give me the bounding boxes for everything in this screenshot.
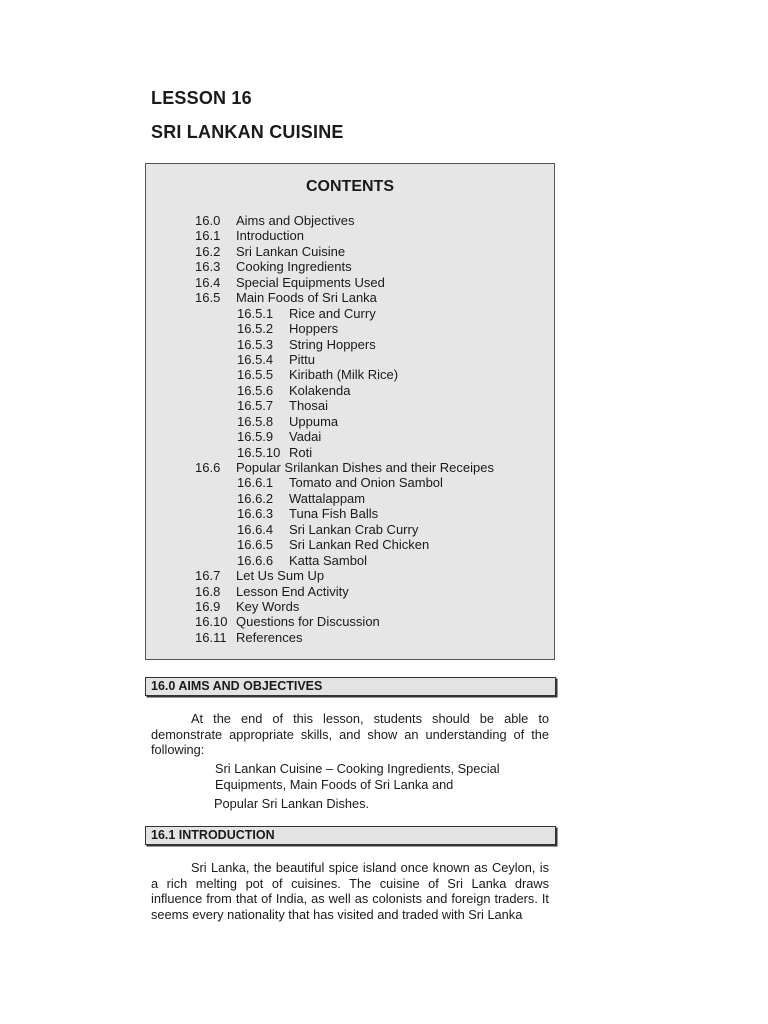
toc-entry-number: 16.10 (195, 614, 228, 630)
toc-entry (146, 337, 554, 352)
toc-entry-label: Katta Sambol (289, 552, 368, 568)
toc-entry (146, 506, 554, 521)
toc-entry-label: Aims and Objectives (236, 213, 355, 228)
toc-entry-number: 16.5.3 (237, 336, 274, 352)
toc-entry-label: Special Equipments Used (236, 274, 385, 290)
section-heading-introduction: 16.1 INTRODUCTION (145, 826, 556, 845)
toc-entry-label: Sri Lankan Crab Curry (289, 521, 419, 537)
toc-entry (146, 244, 554, 259)
toc-entry (146, 398, 554, 413)
toc-entry-number: 16.4 (195, 274, 221, 290)
aims-point-2: Popular Sri Lankan Dishes. (214, 796, 370, 811)
toc-entry (146, 367, 554, 382)
toc-entry-label: Vadai (289, 429, 322, 445)
toc-entry-label: String Hoppers (289, 336, 376, 352)
contents-heading: CONTENTS (306, 178, 394, 195)
toc-entry (146, 537, 554, 552)
toc-entry (146, 553, 554, 568)
toc-entry-number: 16.6.6 (237, 552, 274, 568)
toc-entry-label: Sri Lankan Cuisine (236, 243, 346, 259)
toc-entry-label: References (236, 629, 303, 645)
aims-point-1: Sri Lankan Cuisine – Cooking Ingredients, Special Equipments, Main Foods of Sri Lanka and (215, 761, 500, 792)
toc-entry-number: 16.5.6 (237, 382, 274, 398)
toc-entry (146, 290, 554, 305)
toc-entry-number: 16.6 (195, 460, 221, 475)
toc-entry (146, 275, 554, 290)
toc-entry-label: Tuna Fish Balls (289, 506, 379, 522)
toc-entry-label: Hoppers (289, 321, 339, 337)
toc-entry-label: Main Foods of Sri Lanka (236, 290, 377, 306)
toc-entry-number: 16.5.1 (237, 305, 274, 321)
toc-entry-label: Roti (289, 444, 313, 460)
toc-entry-label: Uppuma (289, 413, 339, 429)
section-heading-aims: 16.0 AIMS AND OBJECTIVES (145, 677, 556, 696)
toc-entry-number: 16.5.4 (237, 351, 274, 367)
toc-entry-number: 16.5.8 (237, 413, 274, 429)
toc-entry-label: Lesson End Activity (236, 583, 349, 599)
toc-entry-label: Kolakenda (289, 382, 351, 398)
toc-entry-number: 16.6.2 (237, 490, 274, 506)
toc-entry (146, 445, 554, 460)
toc-entry-number: 16.5.9 (237, 429, 274, 445)
lesson-title: SRI LANKAN CUISINE (151, 122, 344, 142)
toc-entry (146, 568, 554, 583)
toc-entry-label: Thosai (289, 398, 329, 414)
toc-entry-number: 16.5.2 (237, 321, 274, 337)
toc-entry-number: 16.5 (195, 290, 221, 306)
toc-entry (146, 352, 554, 367)
toc-entry-label: Introduction (236, 228, 304, 244)
toc-entry-number: 16.3 (195, 259, 221, 275)
toc-entry-label: Pittu (289, 351, 316, 367)
toc-entry-label: Questions for Discussion (236, 614, 380, 630)
toc-entry-number: 16.6.1 (237, 475, 274, 491)
toc-entry (146, 522, 554, 537)
toc-entry-label: Let Us Sum Up (236, 568, 325, 584)
toc-entry-number: 16.8 (195, 583, 221, 599)
toc-entry-number: 16.7 (195, 568, 221, 584)
toc-entry (146, 306, 554, 321)
toc-entry-number: 16.1 (195, 228, 221, 244)
toc-entry-number: 16.9 (195, 598, 221, 614)
toc-entry-number: 16.6.5 (237, 537, 274, 553)
toc-entry-label: Kiribath (Milk Rice) (289, 367, 399, 383)
toc-entry-number: 16.5.7 (237, 398, 274, 414)
aims-paragraph: At the end of this lesson, students should be able to demonstrate appropriate skills, and show an understanding of the following: (151, 711, 549, 757)
toc-entry (146, 584, 554, 599)
toc-entry (146, 475, 554, 490)
toc-entry-number: 16.0 (195, 213, 221, 228)
table-of-contents (146, 213, 554, 645)
toc-entry-label: Rice and Curry (289, 305, 376, 321)
toc-entry-number: 16.5.5 (237, 367, 274, 383)
toc-entry-number: 16.2 (195, 243, 221, 259)
toc-entry (146, 259, 554, 274)
toc-entry-number: 16.6.4 (237, 521, 274, 537)
toc-entry (146, 414, 554, 429)
toc-entry (146, 460, 554, 475)
toc-entry (146, 429, 554, 444)
toc-entry (146, 491, 554, 506)
toc-entry-number: 16.11 (195, 629, 227, 645)
toc-entry (146, 228, 554, 243)
toc-entry (146, 321, 554, 336)
toc-entry-label: Key Words (236, 598, 300, 614)
lesson-number: LESSON 16 (151, 88, 252, 108)
toc-entry-number: 16.6.3 (237, 506, 274, 522)
toc-entry-label: Tomato and Onion Sambol (289, 475, 443, 491)
toc-entry-label: Cooking Ingredients (236, 259, 352, 275)
toc-entry (146, 614, 554, 629)
toc-entry-number: 16.5.10 (237, 444, 281, 460)
toc-entry-label: Wattalappam (289, 490, 366, 506)
toc-entry (146, 383, 554, 398)
toc-entry-label: Sri Lankan Red Chicken (289, 537, 430, 553)
toc-entry-label: Popular Srilankan Dishes and their Receipes (236, 460, 494, 475)
toc-entry (146, 630, 554, 645)
toc-entry (146, 213, 554, 228)
toc-entry (146, 599, 554, 614)
introduction-paragraph: Sri Lanka, the beautiful spice island once known as Ceylon, is a rich melting pot of cuisines. The cuisine of Sri Lanka draws influence from that of India, as well as colonists and foreign traders. It seems every nationality that has visited and traded with Sri Lanka (151, 860, 549, 922)
contents-box (145, 163, 555, 660)
